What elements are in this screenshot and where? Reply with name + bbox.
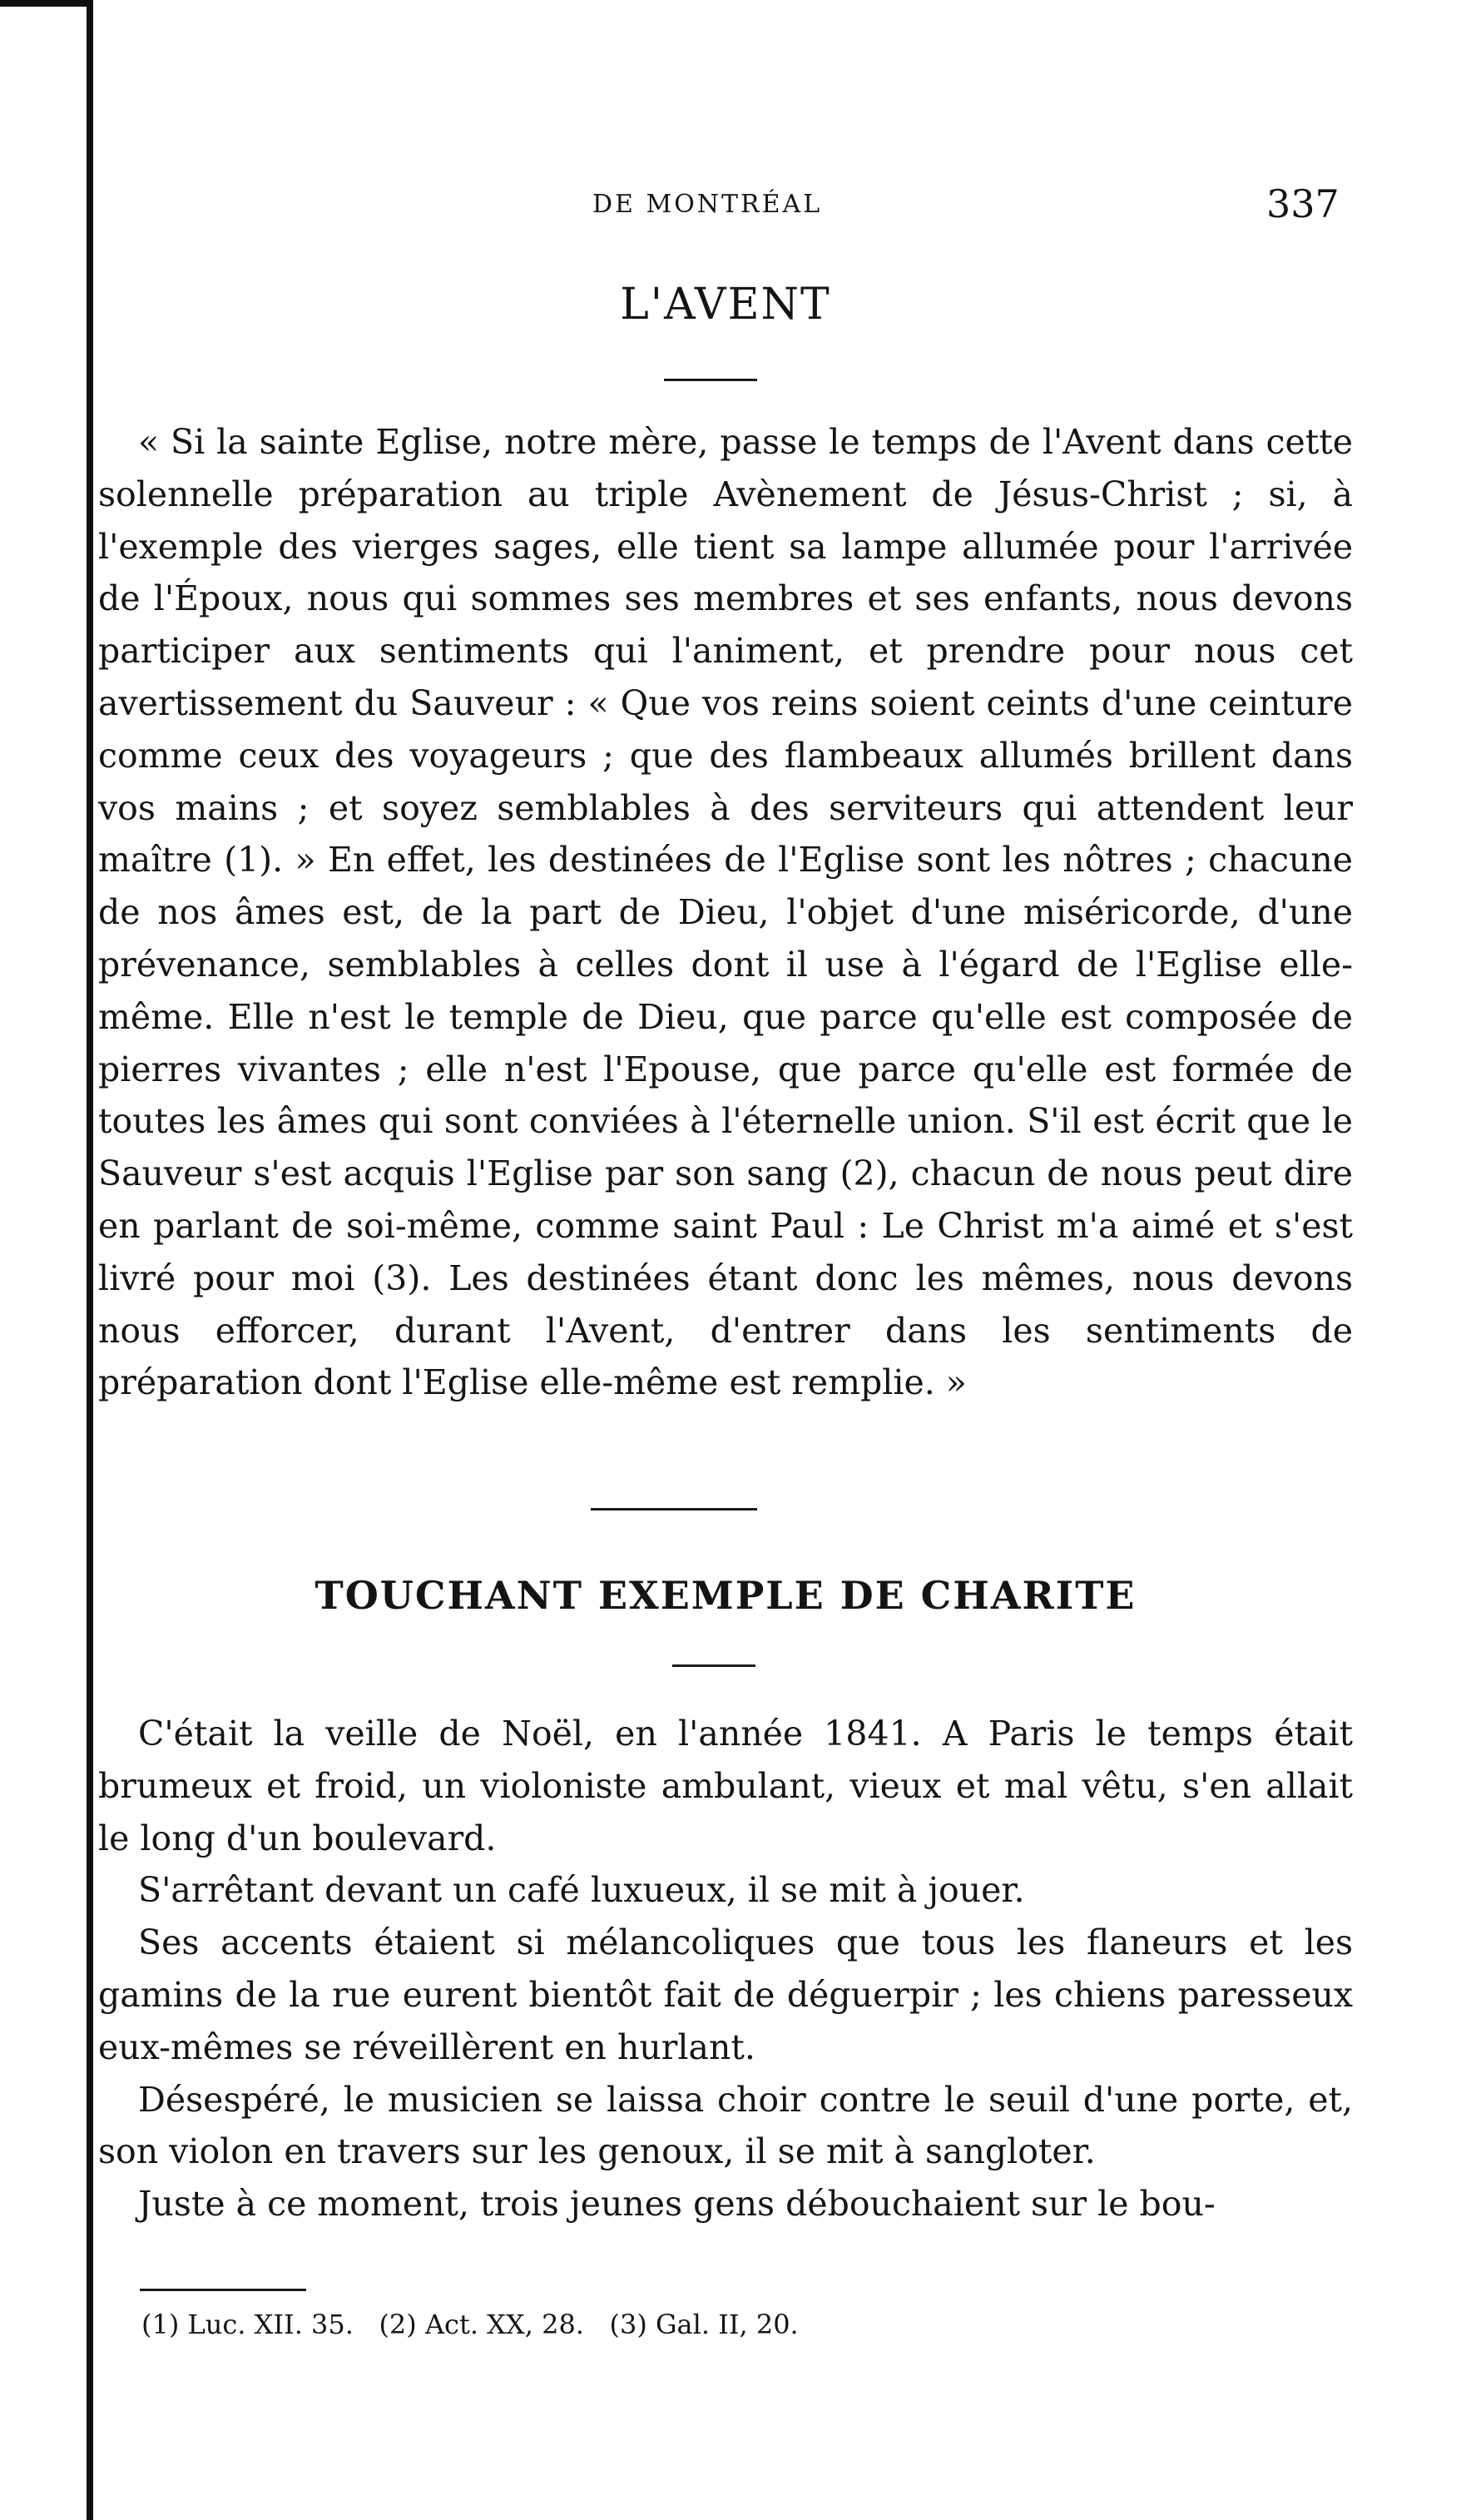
avent-text <box>98 416 1353 1409</box>
paragraph: S'arrêtant devant un café luxueux, il se mit à jouer. <box>138 1870 1025 1911</box>
footnote-rule <box>140 2289 306 2291</box>
page-edge <box>87 0 93 2520</box>
charite-text <box>98 1708 1353 2230</box>
title-rule <box>664 379 757 381</box>
running-head: DE MONTRÉAL <box>592 190 823 219</box>
section-separator <box>591 1508 757 1511</box>
section-title-avent: L'AVENT <box>620 280 831 330</box>
paragraph: C'était la veille de Noël, en l'année 1841. A Paris le temps était brumeux et froid, un violoniste ambulant, vieux et mal vêtu, s'en allait le long d'un boulevard. <box>98 1714 1353 1858</box>
title-rule <box>672 1664 755 1667</box>
paragraph: Juste à ce moment, trois jeunes gens débouchaient sur le bou- <box>138 2184 1216 2225</box>
footnotes: (1) Luc. XII. 35. (2) Act. XX, 28. (3) Gal. II, 20. <box>141 2309 799 2340</box>
paragraph: Désespéré, le musicien se laissa choir contre le seuil d'une porte, et, son violon en travers sur les genoux, il se mit à sangloter. <box>98 2079 1353 2172</box>
paragraph: « Si la sainte Eglise, notre mère, passe le temps de l'Avent dans cette solennelle préparation au triple Avènement de Jésus-Christ ; si, à l'exemple des vierges sages, elle tient sa lampe allumée pour l'arrivée de l'Époux, nous qui sommes ses membres et ses enfants, nous devons participer aux sentiments qui l'animent, et prendre pour nous cet avertissement du Sauveur : « Que vos reins soient ceints d'une ceinture comme ceux des voyageurs ; que des flambeaux allumés brillent dans vos mains ; et soyez semblables à des serviteurs qui attendent leur maître (1). » En effet, les destinées de l'Eglise sont les nôtres ; chacune de nos âmes est, de la part de Dieu, l'objet d'une miséricorde, d'une prévenance, semblables à celles dont il use à l'égard de l'Eglise elle-même. Elle n'est le temple de Dieu, que parce qu'elle est composée de pierres vivantes ; elle n'est l'Epouse, que parce qu'elle est formée de toutes les âmes qui sont conviées à l'éternelle union. S'il est écrit que le Sauveur s'est acquis l'Eglise par son sang (2), chacun de nous peut dire en parlant de soi-même, comme saint Paul : Le Christ m'a aimé et s'est livré pour moi (3). Les destinées étant donc les mêmes, nous devons nous efforcer, durant l'Avent, d'entrer dans les sentiments de préparation dont l'Eglise elle-même est remplie. » <box>98 422 1353 1403</box>
paragraph: Ses accents étaient si mélancoliques que tous les flaneurs et les gamins de la rue eurent bientôt fait de déguerpir ; les chiens paresseux eux-mêmes se réveillèrent en hurlant. <box>98 1922 1353 2067</box>
page-number: 337 <box>1266 181 1340 226</box>
page-edge-top <box>0 0 93 7</box>
section-title-charite: TOUCHANT EXEMPLE DE CHARITE <box>315 1573 1137 1618</box>
